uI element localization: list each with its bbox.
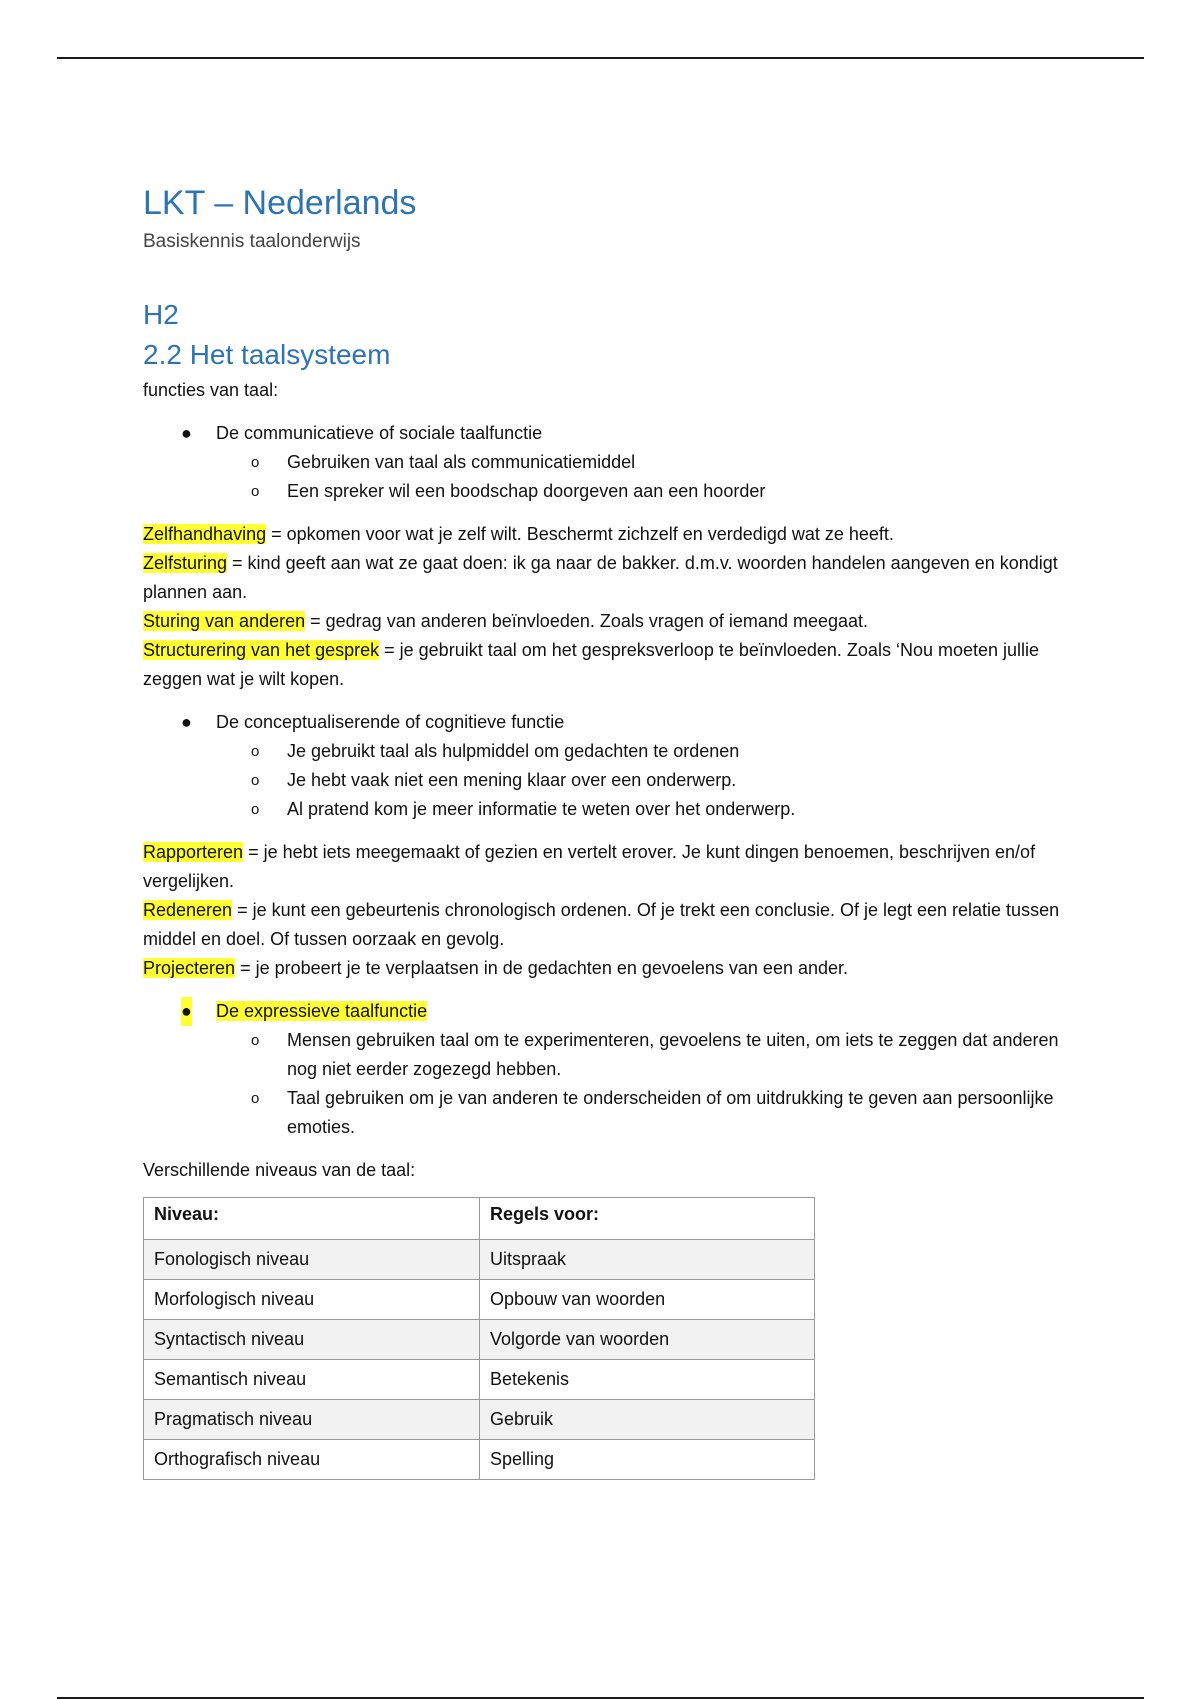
definitions-2 bbox=[143, 838, 1063, 983]
table-row bbox=[144, 1400, 815, 1440]
bullet-text: De communicatieve of sociale taalfunctie bbox=[216, 423, 543, 443]
circle-bullet-icon: o bbox=[251, 743, 260, 760]
list-item bbox=[143, 419, 1063, 506]
levels-table bbox=[143, 1197, 815, 1480]
definition-text: = kind geeft aan wat ze gaat doen: ik ga naar de bakker. d.m.v. woorden handelen aangeven en kondigt plannen aan. bbox=[143, 553, 1058, 602]
list-item bbox=[143, 997, 1063, 1142]
table-cell: Pragmatisch niveau bbox=[144, 1400, 480, 1440]
table-cell: Uitspraak bbox=[480, 1240, 815, 1280]
sub-item-text: Al pratend kom je meer informatie te weten over het onderwerp. bbox=[287, 799, 796, 819]
function-list-3 bbox=[143, 997, 1063, 1142]
circle-bullet-icon: o bbox=[251, 772, 260, 789]
definition-term: Sturing van anderen bbox=[143, 611, 306, 631]
definition-text: = je gebruikt taal om het gespreksverloop te beïnvloeden. Zoals ‘Nou moeten jullie zeggen wat je wilt kopen. bbox=[143, 640, 1040, 689]
function-list-1 bbox=[143, 419, 1063, 506]
circle-bullet-icon: o bbox=[251, 454, 260, 471]
definition bbox=[143, 607, 1063, 636]
document-subtitle: Basiskennis taalonderwijs bbox=[143, 231, 361, 252]
table-row bbox=[144, 1440, 815, 1480]
definition-text: = je probeert je te verplaatsen in de gedachten en gevoelens van een ander. bbox=[235, 958, 849, 978]
table-row bbox=[144, 1240, 815, 1280]
sub-list bbox=[216, 1026, 1063, 1142]
list-item bbox=[143, 708, 1063, 824]
circle-bullet-icon: o bbox=[251, 483, 260, 500]
definition bbox=[143, 636, 1063, 694]
definition-text: = je kunt een gebeurtenis chronologisch ordenen. Of je trekt een conclusie. Of je legt een relatie tussen middel en doel. Of tussen oorzaak en gevolg. bbox=[143, 900, 1060, 949]
definition bbox=[143, 520, 1063, 549]
bullet-icon: ● bbox=[181, 712, 192, 732]
definition-term: Zelfhandhaving bbox=[143, 524, 267, 544]
sub-item-text: Je gebruikt taal als hulpmiddel om gedachten te ordenen bbox=[287, 741, 740, 761]
bullet-icon: ● bbox=[181, 423, 192, 443]
table-row bbox=[144, 1280, 815, 1320]
table-cell: Orthografisch niveau bbox=[144, 1440, 480, 1480]
sub-item-text: Gebruiken van taal als communicatiemiddel bbox=[287, 452, 636, 472]
sub-list-item bbox=[143, 477, 1063, 506]
definition-term: Zelfsturing bbox=[143, 553, 228, 573]
definition-term: Structurering van het gesprek bbox=[143, 640, 380, 660]
sub-item-text: Mensen gebruiken taal om te experimenteren, gevoelens te uiten, om iets te zeggen dat anderen nog niet eerder zogezegd hebben. bbox=[287, 1030, 1059, 1079]
sub-list-item bbox=[143, 737, 1063, 766]
definition-term: Projecteren bbox=[143, 958, 236, 978]
table-intro: Verschillende niveaus van de taal: bbox=[143, 1160, 416, 1180]
sub-list-item bbox=[143, 795, 1063, 824]
function-list-2 bbox=[143, 708, 1063, 824]
table-cell: Betekenis bbox=[480, 1360, 815, 1400]
sub-item-text: Je hebt vaak niet een mening klaar over een onderwerp. bbox=[287, 770, 737, 790]
table-cell: Spelling bbox=[480, 1440, 815, 1480]
bullet-text: De conceptualiserende of cognitieve functie bbox=[216, 712, 565, 732]
definition-text: = je hebt iets meegemaakt of gezien en vertelt erover. Je kunt dingen benoemen, beschrijven en/of vergelijken. bbox=[143, 842, 1036, 891]
circle-bullet-icon: o bbox=[251, 1090, 260, 1107]
sub-list-item bbox=[143, 1084, 1063, 1142]
table-cell: Volgorde van woorden bbox=[480, 1320, 815, 1360]
circle-bullet-icon: o bbox=[251, 1032, 260, 1049]
definition-text: = gedrag van anderen beïnvloeden. Zoals vragen of iemand meegaat. bbox=[305, 611, 869, 631]
header-rule bbox=[57, 57, 1144, 59]
definition-term: Redeneren bbox=[143, 900, 233, 920]
table-cell: Gebruik bbox=[480, 1400, 815, 1440]
table-cell: Morfologisch niveau bbox=[144, 1280, 480, 1320]
definition bbox=[143, 954, 1063, 983]
intro-text: functies van taal: bbox=[143, 380, 279, 400]
definition bbox=[143, 549, 1063, 607]
sub-list-item bbox=[143, 448, 1063, 477]
sub-list-item bbox=[143, 766, 1063, 795]
sub-item-text: Een spreker wil een boodschap doorgeven aan een hoorder bbox=[287, 481, 766, 501]
document-title: LKT – Nederlands bbox=[143, 184, 417, 222]
table-header-row bbox=[144, 1198, 815, 1240]
table-row bbox=[144, 1320, 815, 1360]
definition-text: = opkomen voor wat je zelf wilt. Beschermt zichzelf en verdedigd wat ze heeft. bbox=[266, 524, 894, 544]
sub-list bbox=[216, 737, 1063, 824]
definitions-1 bbox=[143, 520, 1063, 694]
definition-term: Rapporteren bbox=[143, 842, 244, 862]
table-cell: Opbouw van woorden bbox=[480, 1280, 815, 1320]
chapter-heading: H2 bbox=[143, 299, 179, 330]
sub-list bbox=[216, 448, 1063, 506]
bullet-text: De expressieve taalfunctie bbox=[216, 1001, 428, 1021]
circle-bullet-icon: o bbox=[251, 801, 260, 818]
section-heading: 2.2 Het taalsysteem bbox=[143, 339, 391, 370]
table-cell: Semantisch niveau bbox=[144, 1360, 480, 1400]
document-page bbox=[143, 180, 1063, 1480]
definition bbox=[143, 896, 1063, 954]
sub-list-item bbox=[143, 1026, 1063, 1084]
bullet-icon: ● bbox=[181, 997, 192, 1026]
table-header: Regels voor: bbox=[480, 1198, 815, 1240]
footer-rule bbox=[57, 1697, 1144, 1699]
table-cell: Fonologisch niveau bbox=[144, 1240, 480, 1280]
table-cell: Syntactisch niveau bbox=[144, 1320, 480, 1360]
table-header: Niveau: bbox=[144, 1198, 480, 1240]
definition bbox=[143, 838, 1063, 896]
table-row bbox=[144, 1360, 815, 1400]
sub-item-text: Taal gebruiken om je van anderen te onderscheiden of om uitdrukking te geven aan persoonlijke emoties. bbox=[287, 1088, 1054, 1137]
